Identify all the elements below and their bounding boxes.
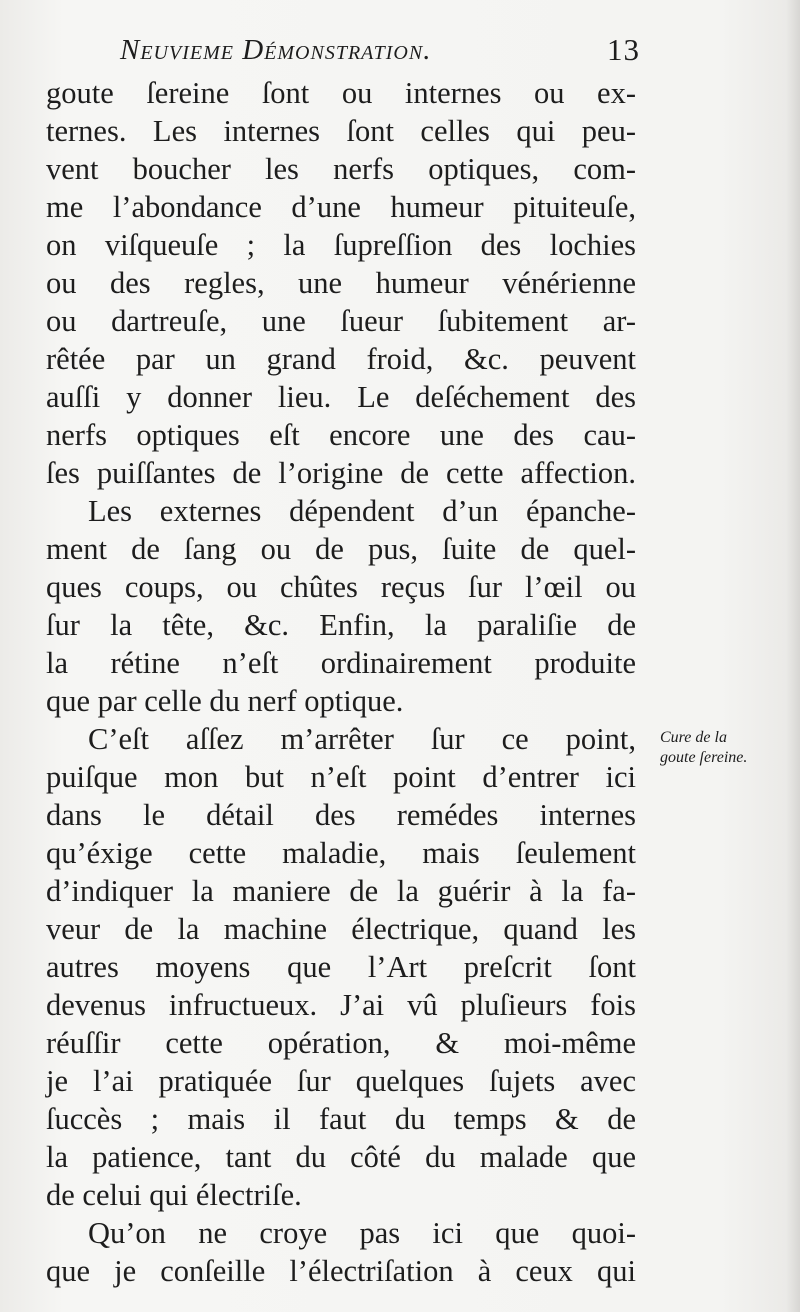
text-line: ou des regles, une humeur vénérienne [46, 266, 636, 300]
text-line: réuſſir cette opération, & moi-même [46, 1026, 636, 1060]
text-line: auſſi y donner lieu. Le deſéchement des [46, 380, 636, 414]
text-line: puiſque mon but n’eſt point d’entrer ici [46, 760, 636, 794]
running-title: Neuvieme Démonstration. [120, 34, 432, 66]
paragraph-start-line: Qu’on ne croye pas ici que quoi- [88, 1216, 636, 1250]
text-line: me l’abondance d’une humeur pituiteuſe, [46, 190, 636, 224]
text-line: la patience, tant du côté du malade que [46, 1140, 636, 1174]
running-head [120, 30, 640, 74]
text-line: nerfs optiques eſt encore une des cau- [46, 418, 636, 452]
paragraph-start-line: Les externes dépendent d’un épanche- [88, 494, 636, 528]
text-line: vent boucher les nerfs optiques, com- [46, 152, 636, 186]
page-edge-shadow [786, 0, 800, 1312]
text-line: je l’ai pratiquée ſur quelques ſujets avec [46, 1064, 636, 1098]
text-line: rêtée par un grand froid, &c. peuvent [46, 342, 636, 376]
text-line: ſuccès ; mais il faut du temps & de [46, 1102, 636, 1136]
paragraph-end-line: de celui qui électriſe. [46, 1178, 302, 1212]
page-number: 13 [607, 32, 640, 67]
text-line: ſes puiſſantes de l’origine de cette affection. [46, 456, 636, 490]
paragraph-end-line: que par celle du nerf optique. [46, 684, 404, 718]
text-line: d’indiquer la maniere de la guérir à la fa- [46, 874, 636, 908]
text-line: la rétine n’eſt ordinairement produite [46, 646, 636, 680]
text-line: ou dartreuſe, une ſueur ſubitement ar- [46, 304, 636, 338]
text-line: devenus infructueux. J’ai vû pluſieurs fois [46, 988, 636, 1022]
text-line: autres moyens que l’Art preſcrit ſont [46, 950, 636, 984]
text-line: dans le détail des remédes internes [46, 798, 636, 832]
text-line: goute ſereine ſont ou internes ou ex- [46, 76, 636, 110]
text-line: on viſqueuſe ; la ſupreſſion des lochies [46, 228, 636, 262]
margin-note-line-1: Cure de la [660, 729, 727, 746]
text-line: ſur la tête, &c. Enfin, la paraliſie de [46, 608, 636, 642]
paragraph-start-line: C’eſt aſſez m’arrêter ſur ce point, [88, 722, 636, 756]
text-line: que je conſeille l’électriſation à ceux qui [46, 1254, 636, 1288]
text-line: ques coups, ou chûtes reçus ſur l’œil ou [46, 570, 636, 604]
margin-note-line-2: goute ſereine. [660, 749, 748, 766]
text-line: ment de ſang ou de pus, ſuite de quel- [46, 532, 636, 566]
text-line: qu’éxige cette maladie, mais ſeulement [46, 836, 636, 870]
text-line: ternes. Les internes ſont celles qui peu- [46, 114, 636, 148]
text-line: veur de la machine électrique, quand les [46, 912, 636, 946]
